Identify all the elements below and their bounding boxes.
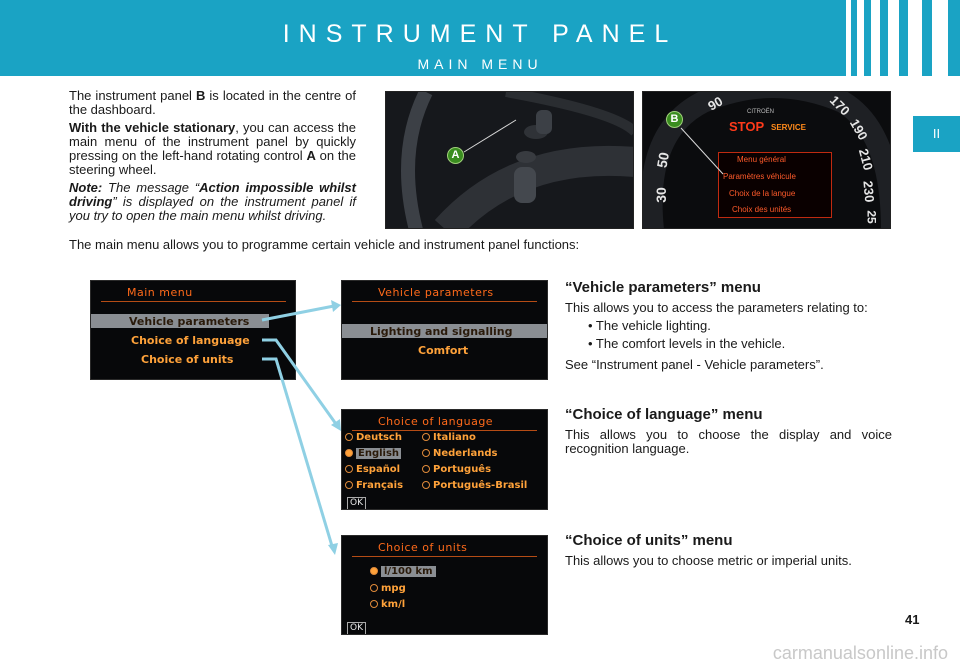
section-text: This allows you to access the parameters relating to:	[565, 300, 868, 315]
intro-text	[69, 89, 356, 227]
dash-menu-item: Paramètres véhicule	[723, 172, 796, 181]
section-text: This allows you to choose the display and voice recognition language.	[565, 427, 892, 456]
dash-menu-item: Menu général	[737, 155, 786, 164]
steering-wheel-photo	[385, 91, 634, 229]
language-option[interactable]: Français	[345, 480, 403, 491]
language-option[interactable]: Italiano	[422, 432, 476, 443]
screen-title: Vehicle parameters	[378, 286, 494, 299]
language-option-selected[interactable]: English	[345, 448, 401, 459]
screen-title-rule	[101, 301, 286, 302]
main-menu-screen	[90, 280, 296, 380]
menu-item-vehicle-parameters[interactable]: Vehicle parameters	[129, 315, 250, 328]
page-number: 41	[905, 612, 920, 627]
intro-note: Note: The message “Action impossible whilst driving” is displayed on the instrument panel if you try to open the main menu whilst driving.	[69, 180, 356, 223]
choice-of-units-screen	[341, 535, 548, 635]
speed-mark: 190	[846, 116, 871, 143]
speed-mark: 50	[653, 150, 673, 170]
dash-menu-item: Choix des unités	[732, 205, 792, 214]
language-option[interactable]: Português	[422, 464, 491, 475]
instrument-panel-photo	[642, 91, 891, 229]
speed-mark: 230	[860, 180, 878, 203]
unit-option-selected[interactable]: l/100 km	[370, 566, 436, 577]
language-option[interactable]: Português-Brasil	[422, 480, 527, 491]
dash-service-warning: SERVICE	[771, 123, 806, 132]
language-option[interactable]: Español	[345, 464, 400, 475]
choice-of-language-section	[565, 408, 892, 456]
watermark: carmanualsonline.info	[772, 643, 948, 663]
ok-button[interactable]: OK	[347, 622, 366, 635]
language-option[interactable]: Deutsch	[345, 432, 402, 443]
dash-stop-warning: STOP	[729, 119, 765, 134]
screen-title-rule	[352, 301, 537, 302]
vehicle-parameters-section	[565, 281, 892, 372]
dash-menu-item: Choix de la langue	[729, 189, 796, 198]
speed-mark: 25	[864, 210, 879, 224]
page-subtitle: MAIN MENU	[417, 56, 543, 72]
page-title: INSTRUMENT PANEL	[282, 20, 678, 48]
arrow-to-choice-of-units	[262, 359, 332, 546]
menu-intro-line: The main menu allows you to programme certain vehicle and instrument panel functions:	[69, 237, 580, 252]
screen-title: Main menu	[127, 286, 193, 299]
screen-title: Choice of units	[378, 541, 468, 554]
unit-option[interactable]: km/l	[370, 599, 405, 610]
bullet-item: • The comfort levels in the vehicle.	[588, 336, 786, 351]
section-heading: “Choice of language” menu	[565, 406, 763, 423]
screen-title-rule	[352, 556, 537, 557]
speed-mark: 30	[652, 187, 669, 203]
unit-option[interactable]: mpg	[370, 583, 406, 594]
intro-paragraph-2: With the vehicle stationary, you can access the main menu of the instrument panel by quickly pressing on the left-hand rotating control A on the steering wheel.	[69, 120, 356, 177]
section-heading: “Choice of units” menu	[565, 532, 733, 549]
chapter-tab[interactable]: II	[913, 116, 960, 152]
menu-item-choice-of-language[interactable]: Choice of language	[131, 334, 250, 347]
menu-item-lighting-and-signalling[interactable]: Lighting and signalling	[370, 325, 513, 338]
screen-title: Choice of language	[378, 415, 494, 428]
screen-title-rule	[352, 430, 537, 431]
language-option[interactable]: Nederlands	[422, 448, 497, 459]
page-header	[0, 0, 960, 76]
cross-reference: See “Instrument panel - Vehicle parameters”.	[565, 357, 824, 372]
steering-wheel-illustration	[386, 92, 634, 229]
choice-of-units-section	[565, 534, 892, 568]
intro-paragraph-1: The instrument panel B is located in the centre of the dashboard.	[69, 88, 356, 117]
choice-of-language-screen	[341, 409, 548, 510]
bullet-item: • The vehicle lighting.	[588, 318, 711, 333]
section-text: This allows you to choose metric or imperial units.	[565, 553, 852, 568]
callout-a-badge: A	[447, 147, 464, 164]
dash-brand: CITROËN	[747, 109, 774, 115]
menu-item-choice-of-units[interactable]: Choice of units	[141, 353, 234, 366]
callout-b-badge: B	[666, 111, 683, 128]
speed-mark: 90	[705, 93, 726, 114]
speed-mark: 170	[826, 92, 853, 119]
menu-item-comfort[interactable]: Comfort	[418, 344, 469, 357]
speed-mark: 210	[855, 147, 876, 172]
ok-button[interactable]: OK	[347, 497, 366, 510]
section-heading: “Vehicle parameters” menu	[565, 279, 761, 296]
vehicle-parameters-screen	[341, 280, 548, 380]
